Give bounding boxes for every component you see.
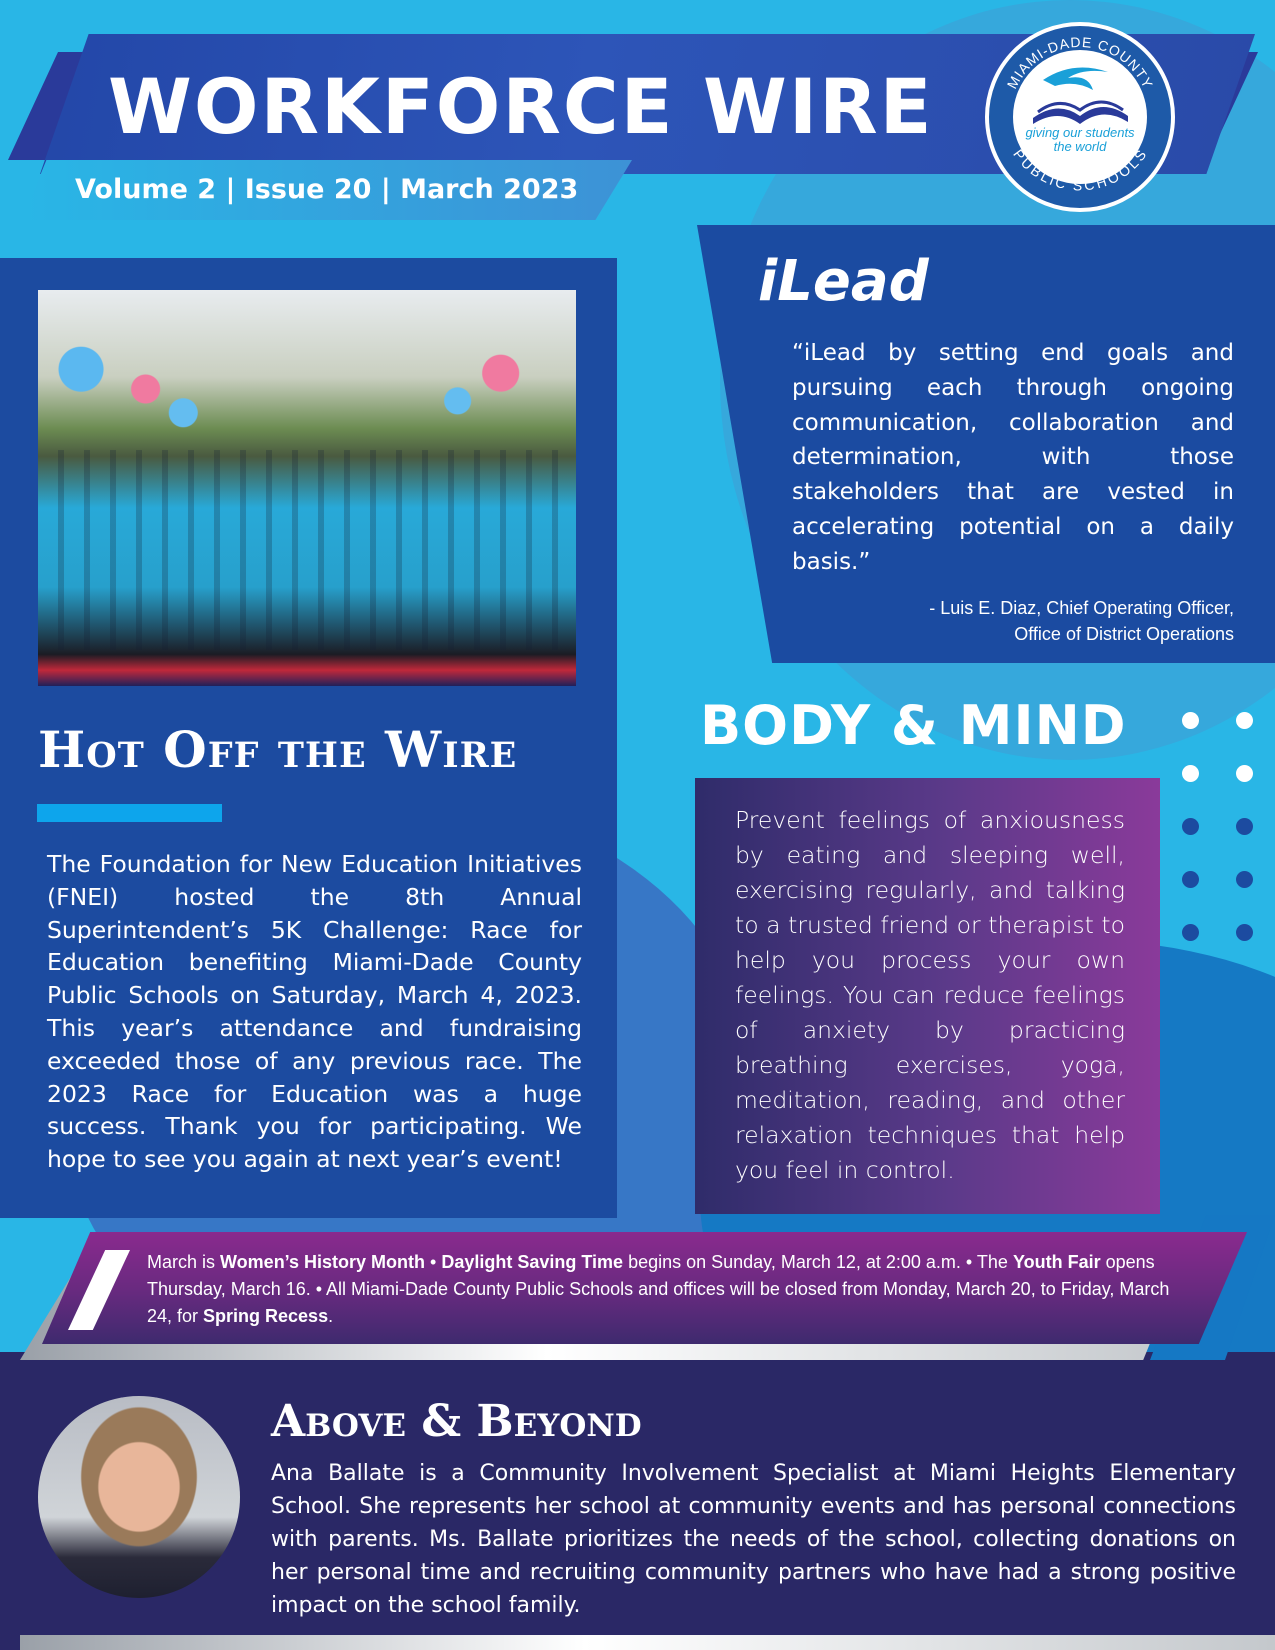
svg-text:MIAMI-DADE COUNTY: MIAMI-DADE COUNTY [1003,33,1157,92]
ilead-title: iLead [758,249,929,314]
dot-icon [1182,712,1199,729]
race-photo [38,290,576,686]
dot-icon [1236,818,1253,835]
dot-icon [1182,924,1199,941]
svg-text:PUBLIC SCHOOLS: PUBLIC SCHOOLS [1010,146,1150,194]
above-and-beyond-title: Above & Beyond [271,1396,642,1447]
portrait-photo [38,1396,240,1598]
photo-crowd [38,450,576,650]
logo-ring-text [985,22,1175,212]
ilead-attribution: - Luis E. Diaz, Chief Operating Officer, Office of District Operations [929,598,1234,644]
ilead-quote: “iLead by setting end goals and pursuing each through ongoing communication, collaboration and determination, with those stakeholders that are vested in accelerating potential on a daily basis.” [792,340,1234,575]
dot-icon [1236,765,1253,782]
issue-line: Volume 2 | Issue 20 | March 2023 [75,174,579,205]
body-and-mind-title: BODY & MIND [700,694,1127,757]
dot-icon [1236,924,1253,941]
footer-bar [20,1635,1275,1650]
above-and-beyond-body: Ana Ballate is a Community Involvement Specialist at Miami Heights Elementary School. She represents her school at community events and has personal connections with parents. Ms. Ballate prioritizes the needs of the school, collecting donations on her personal time and recruiting community partners who have had a strong positive impact on the school family. [271,1461,1236,1618]
announcement-text: March is Women’s History Month • Daylight Saving Time begins on Sunday, March 12, at 2:00 a.m. • The Youth Fair opens Thursday, March 16. • All Miami-Dade County Public Schools and offices will be closed from Monday, March 20, to Friday, March 24, for Spring Recess. [147,1252,1170,1326]
hot-off-the-wire-title: Hot Off the Wire [38,720,518,779]
hot-off-the-wire-body: The Foundation for New Education Initiatives (FNEI) hosted the 8th Annual Superintendent’s 5K Challenge: Race for Education benefiting Miami-Dade County Public Schools on Saturday, March 4, 2023. This year’s attendance and fundraising exceeded those of any previous race. The 2023 Race for Education was a huge success. Thank you for participating. We hope to see you again at next year’s event! [47,850,582,1174]
newsletter-title: WORKFORCE WIRE [108,62,934,151]
dot-icon [1182,871,1199,888]
dot-icon [1182,765,1199,782]
dot-icon [1182,818,1199,835]
accent-bar [37,804,222,822]
body-and-mind-body: Prevent feelings of anxiousness by eating and sleeping well, exercising regularly, and talking to a trusted friend or therapist to help you process your own feelings. You can reduce feelings of anxiety by practicing breathing exercises, yoga, meditation, reading, and other relaxation techniques that help you feel in control. [735,806,1125,1184]
dot-icon [1236,712,1253,729]
logo-tagline: giving our students the world [1025,125,1135,154]
dot-icon [1236,871,1253,888]
